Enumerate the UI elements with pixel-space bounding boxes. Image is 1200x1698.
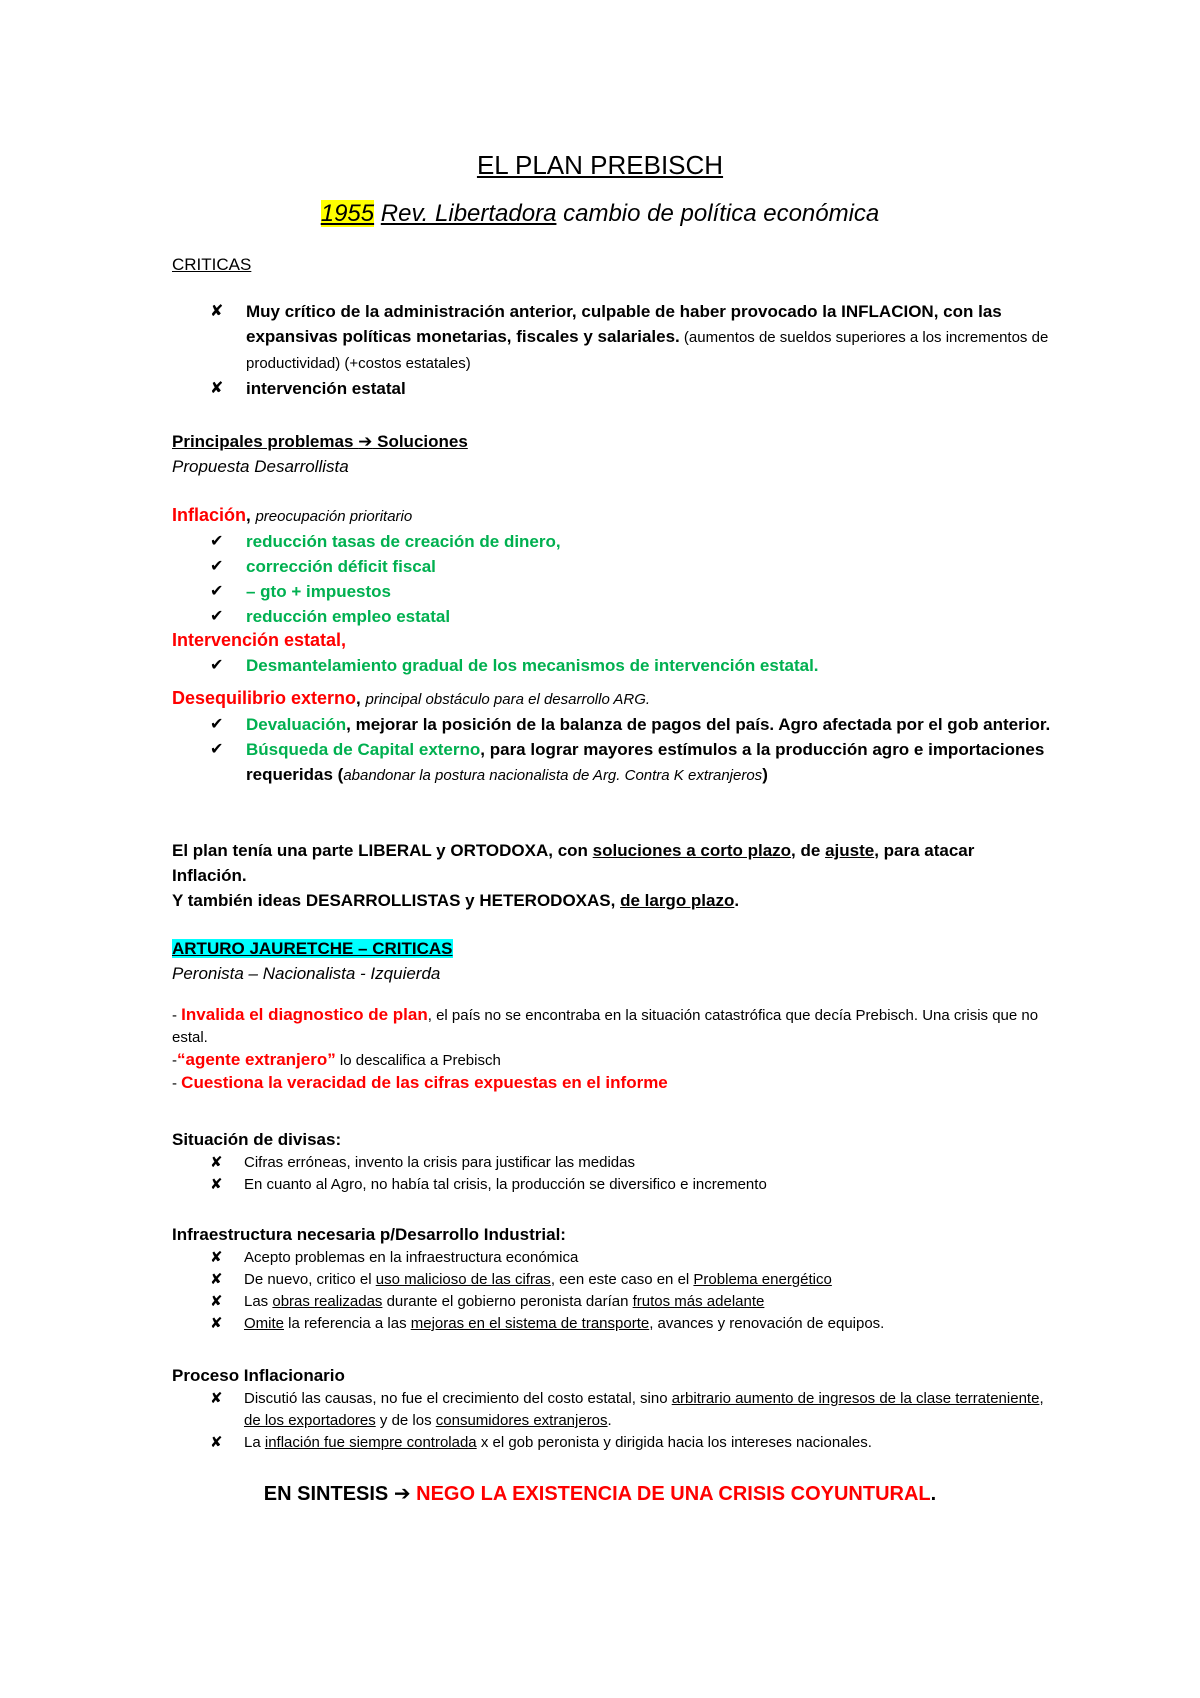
conclusion-line: EN SINTESIS ➔ NEGO LA EXISTENCIA DE UNA CRISIS COYUNTURAL. — [263, 1483, 937, 1505]
subtitle-rest: cambio de política económica — [556, 200, 880, 227]
list-item: ✘ Cifras erróneas, invento la crisis para justificar las medidas — [172, 1152, 1052, 1174]
check-icon: ✔ — [210, 657, 224, 674]
cross-icon: ✘ — [210, 1271, 223, 1288]
divisas-heading: Situación de divisas: — [172, 1130, 342, 1149]
list-item: ✔ Búsqueda de Capital externo, para lograr mayores estímulos a la producción agro e importaciones requeridas (abandonar la postura nacionalista de Arg. Contra K extranjeros) — [172, 737, 1052, 788]
list-item: ✘ La inflación fue siempre controlada x el gob peronista y dirigida hacia los intereses nacionales. — [172, 1432, 1052, 1454]
problemas-heading: Principales problemas ➔ Soluciones — [172, 432, 468, 451]
jauretche-heading: ARTURO JAURETCHE – CRITICAS — [172, 939, 453, 958]
infraestructura-heading: Infraestructura necesaria p/Desarrollo Industrial: — [172, 1225, 566, 1244]
cross-icon: ✘ — [210, 303, 224, 320]
check-icon: ✔ — [210, 608, 224, 625]
jauretche-line-3: - Cuestiona la veracidad de las cifras expuestas en el informe — [172, 1073, 668, 1092]
subtitle-rev: Rev. Libertadora — [380, 200, 557, 227]
cross-icon: ✘ — [210, 1293, 223, 1310]
inflacion-list — [172, 529, 1052, 629]
arrow-icon: ➔ — [393, 1483, 411, 1505]
list-item: ✔ reducción tasas de creación de dinero, — [172, 529, 1052, 554]
list-item: ✔ reducción empleo estatal — [172, 604, 1052, 629]
list-item: ✔ – gto + impuestos — [172, 579, 1052, 604]
arrow-icon: ➔ — [358, 432, 373, 451]
problemas-section — [172, 429, 1052, 479]
desequilibrio-section — [172, 686, 1052, 788]
intervencion-section — [172, 628, 1052, 678]
document-title: EL PLAN PREBISCH — [476, 150, 724, 180]
list-item: ✘ Discutió las causas, no fue el crecimiento del costo estatal, sino arbitrario aumento de ingresos de la clase terrateniente, de los exportadores y de los consumidores extranjeros. — [210, 1390, 1044, 1429]
subtitle-year: 1955 — [320, 200, 375, 227]
cross-icon: ✘ — [210, 1176, 223, 1193]
cross-icon: ✘ — [210, 1390, 223, 1407]
proceso-heading: Proceso Inflacionario — [172, 1366, 345, 1385]
document-subtitle — [0, 200, 1200, 228]
desequilibrio-heading: Desequilibrio externo, principal obstáculo para el desarrollo ARG. — [172, 688, 651, 708]
list-item: ✘ Muy crítico de la administración anterior, culpable de haber provocado la INFLACION, con las expansivas políticas monetarias, fiscales y salariales. (aumentos de sueldos superiores a los incrementos de productividad) (+costos estatales) — [172, 299, 1052, 376]
check-icon: ✔ — [210, 716, 224, 733]
inflacion-heading: Inflación, preocupación prioritario — [172, 505, 413, 525]
infraestructura-list — [172, 1247, 1052, 1335]
cross-icon: ✘ — [210, 1154, 223, 1171]
proceso-section — [172, 1363, 1052, 1454]
infraestructura-section — [172, 1222, 1052, 1335]
inflacion-section — [172, 503, 1052, 629]
criticas-section — [172, 252, 1052, 401]
check-icon: ✔ — [210, 558, 224, 575]
plan-line-1: El plan tenía una parte LIBERAL y ORTODOXA, con soluciones a corto plazo, de ajuste, para atacar Inflación. — [172, 841, 975, 885]
list-item: ✘ Las obras realizadas durante el gobierno peronista darían frutos más adelante — [172, 1291, 1052, 1313]
check-icon: ✔ — [210, 741, 224, 758]
problemas-subheading: Propuesta Desarrollista — [172, 457, 349, 476]
check-icon: ✔ — [210, 533, 224, 550]
jauretche-subheading: Peronista – Nacionalista - Izquierda — [172, 964, 441, 983]
proceso-list — [172, 1388, 1052, 1454]
cross-icon: ✘ — [210, 1315, 223, 1332]
list-item: ✘ De nuevo, critico el uso malicioso de las cifras, een este caso en el Problema energético — [172, 1269, 1052, 1291]
jauretche-line-2: -“agente extranjero” lo descalifica a Prebisch — [172, 1050, 501, 1069]
cross-icon: ✘ — [210, 380, 224, 397]
list-item: ✘ En cuanto al Agro, no había tal crisis, la producción se diversifico e incremento — [172, 1174, 1052, 1196]
list-item: ✔ corrección déficit fiscal — [172, 554, 1052, 579]
list-item: ✘ intervención estatal — [172, 376, 1052, 401]
list-item: ✔ Desmantelamiento gradual de los mecanismos de intervención estatal. — [172, 653, 1052, 678]
cross-icon: ✘ — [210, 1249, 223, 1266]
list-item: ✔ Devaluación, mejorar la posición de la balanza de pagos del país. Agro afectada por el gob anterior. — [172, 712, 1052, 737]
divisas-list — [172, 1152, 1052, 1196]
criticas-heading: CRITICAS — [172, 255, 252, 274]
desequilibrio-list — [172, 712, 1052, 788]
divisas-section — [172, 1127, 1052, 1196]
jauretche-section — [172, 936, 1052, 1095]
list-item: ✘ Acepto problemas en la infraestructura económica — [172, 1247, 1052, 1269]
plan-paragraph — [172, 838, 1052, 913]
criticas-list — [172, 299, 1052, 401]
intervencion-list — [172, 653, 1052, 678]
check-icon: ✔ — [210, 583, 224, 600]
intervencion-heading: Intervención estatal, — [172, 630, 347, 650]
cross-icon: ✘ — [210, 1434, 223, 1451]
plan-line-2: Y también ideas DESARROLLISTAS y HETERODOXAS, de largo plazo. — [172, 891, 740, 910]
list-item: ✘ Omite la referencia a las mejoras en el sistema de transporte, avances y renovación de equipos. — [172, 1313, 1052, 1335]
jauretche-line-1: - Invalida el diagnostico de plan, el país no se encontraba en la situación catastrófica que decía Prebisch. Una crisis que no estal. — [172, 1005, 1039, 1046]
